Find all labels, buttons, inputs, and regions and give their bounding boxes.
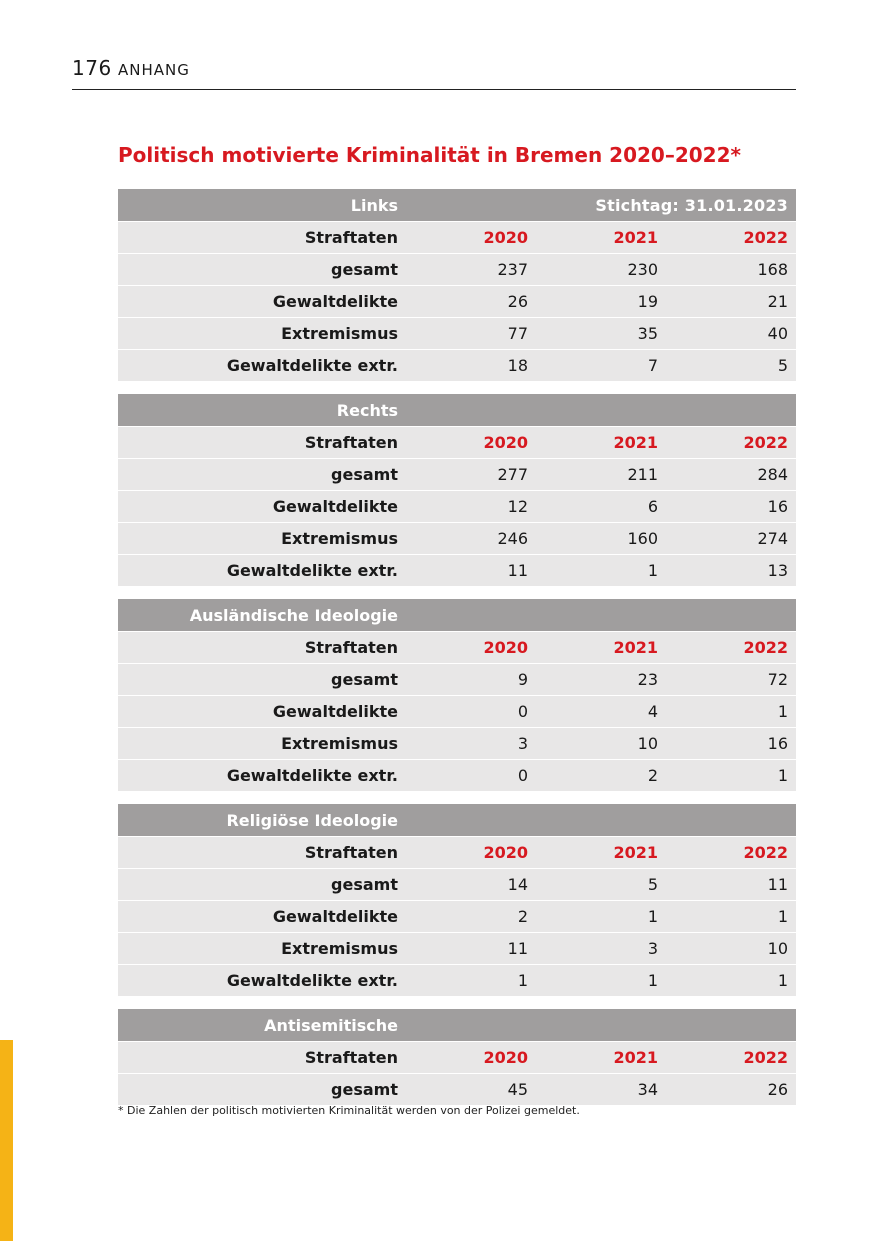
year-cell: 2020 — [483, 433, 528, 452]
year-cell: 2022 — [743, 433, 788, 452]
table-row — [118, 458, 796, 490]
table-heading: Ausländische Ideologie — [189, 605, 398, 625]
row-label: Gewaltdelikte extr. — [226, 356, 398, 375]
value-cell: 274 — [757, 529, 788, 548]
row-label: Straftaten — [304, 638, 398, 657]
table-row — [118, 253, 796, 285]
value-cell: 3 — [647, 939, 658, 958]
year-cell: 2021 — [613, 228, 658, 247]
table-auslaendische-ideologie — [118, 599, 796, 791]
value-cell: 14 — [507, 875, 528, 894]
footnote: * Die Zahlen der politisch motivierten Kriminalität werden von der Polizei gemeldet. — [118, 1104, 580, 1117]
row-label: Straftaten — [304, 228, 398, 247]
row-label: Gewaltdelikte — [272, 702, 398, 721]
table-rechts — [118, 394, 796, 586]
row-label: gesamt — [331, 465, 398, 484]
table-row — [118, 349, 796, 381]
stichtag-label: Stichtag: 31.01.2023 — [595, 195, 788, 215]
year-cell: 2020 — [483, 843, 528, 862]
table-row — [118, 727, 796, 759]
value-cell: 10 — [767, 939, 788, 958]
value-cell: 246 — [497, 529, 528, 548]
row-label: Extremismus — [281, 529, 398, 548]
value-cell: 1 — [517, 971, 528, 990]
row-label: Gewaltdelikte — [272, 497, 398, 516]
table-row — [118, 285, 796, 317]
year-cell: 2022 — [743, 228, 788, 247]
year-cell: 2021 — [613, 638, 658, 657]
value-cell: 237 — [497, 260, 528, 279]
value-cell: 9 — [517, 670, 528, 689]
value-cell: 160 — [627, 529, 658, 548]
value-cell: 11 — [767, 875, 788, 894]
table-row — [118, 317, 796, 349]
year-cell: 2020 — [483, 638, 528, 657]
value-cell: 11 — [507, 939, 528, 958]
year-row — [118, 631, 796, 663]
value-cell: 7 — [647, 356, 658, 375]
row-label: Gewaltdelikte extr. — [226, 766, 398, 785]
table-row — [118, 964, 796, 996]
value-cell: 1 — [647, 971, 658, 990]
value-cell: 1 — [777, 702, 788, 721]
year-cell: 2021 — [613, 1048, 658, 1067]
value-cell: 26 — [507, 292, 528, 311]
edge-marker — [0, 1040, 13, 1241]
value-cell: 5 — [647, 875, 658, 894]
table-heading-row — [118, 804, 796, 836]
year-cell: 2020 — [483, 1048, 528, 1067]
table-row — [118, 868, 796, 900]
value-cell: 0 — [517, 766, 528, 785]
running-head — [72, 56, 796, 90]
value-cell: 18 — [507, 356, 528, 375]
year-cell: 2022 — [743, 1048, 788, 1067]
table-heading-row — [118, 394, 796, 426]
value-cell: 34 — [637, 1080, 658, 1099]
row-label: gesamt — [331, 1080, 398, 1099]
value-cell: 77 — [507, 324, 528, 343]
value-cell: 4 — [647, 702, 658, 721]
value-cell: 11 — [507, 561, 528, 580]
value-cell: 19 — [637, 292, 658, 311]
value-cell: 0 — [517, 702, 528, 721]
row-label: Gewaltdelikte extr. — [226, 561, 398, 580]
table-heading-row — [118, 189, 796, 221]
row-label: Gewaltdelikte extr. — [226, 971, 398, 990]
table-heading-row — [118, 599, 796, 631]
value-cell: 2 — [517, 907, 528, 926]
table-links — [118, 189, 796, 381]
year-cell: 2022 — [743, 843, 788, 862]
table-heading: Links — [350, 195, 398, 215]
value-cell: 1 — [647, 561, 658, 580]
table-row — [118, 932, 796, 964]
value-cell: 3 — [517, 734, 528, 753]
value-cell: 1 — [647, 907, 658, 926]
value-cell: 1 — [777, 766, 788, 785]
value-cell: 230 — [627, 260, 658, 279]
year-row — [118, 1041, 796, 1073]
value-cell: 35 — [637, 324, 658, 343]
value-cell: 12 — [507, 497, 528, 516]
row-label: Extremismus — [281, 734, 398, 753]
row-label: Gewaltdelikte — [272, 907, 398, 926]
year-row — [118, 836, 796, 868]
row-label: gesamt — [331, 260, 398, 279]
value-cell: 277 — [497, 465, 528, 484]
value-cell: 6 — [647, 497, 658, 516]
value-cell: 23 — [637, 670, 658, 689]
section-label: ANHANG — [118, 61, 190, 79]
table-religioese-ideologie — [118, 804, 796, 996]
value-cell: 168 — [757, 260, 788, 279]
table-heading-row — [118, 1009, 796, 1041]
year-row — [118, 221, 796, 253]
table-row — [118, 490, 796, 522]
table-heading: Religiöse Ideologie — [226, 810, 398, 830]
value-cell: 2 — [647, 766, 658, 785]
row-label: Gewaltdelikte — [272, 292, 398, 311]
value-cell: 72 — [767, 670, 788, 689]
row-label: gesamt — [331, 875, 398, 894]
table-row — [118, 759, 796, 791]
value-cell: 5 — [777, 356, 788, 375]
value-cell: 211 — [627, 465, 658, 484]
row-label: Straftaten — [304, 843, 398, 862]
year-row — [118, 426, 796, 458]
table-heading: Rechts — [336, 400, 398, 420]
value-cell: 16 — [767, 497, 788, 516]
page-title: Politisch motivierte Kriminalität in Bremen 2020–2022* — [118, 143, 741, 167]
table-row — [118, 1073, 796, 1105]
row-label: Straftaten — [304, 433, 398, 452]
row-label: gesamt — [331, 670, 398, 689]
value-cell: 13 — [767, 561, 788, 580]
value-cell: 16 — [767, 734, 788, 753]
table-row — [118, 695, 796, 727]
value-cell: 21 — [767, 292, 788, 311]
year-cell: 2021 — [613, 433, 658, 452]
year-cell: 2020 — [483, 228, 528, 247]
table-antisemitische — [118, 1009, 796, 1105]
year-cell: 2022 — [743, 638, 788, 657]
statistics-tables — [118, 189, 796, 1118]
table-heading: Antisemitische — [264, 1015, 398, 1035]
table-row — [118, 900, 796, 932]
row-label: Straftaten — [304, 1048, 398, 1067]
value-cell: 45 — [507, 1080, 528, 1099]
row-label: Extremismus — [281, 939, 398, 958]
value-cell: 10 — [637, 734, 658, 753]
value-cell: 1 — [777, 971, 788, 990]
table-row — [118, 554, 796, 586]
value-cell: 40 — [767, 324, 788, 343]
year-cell: 2021 — [613, 843, 658, 862]
page-number: 176 — [72, 56, 112, 80]
table-row — [118, 522, 796, 554]
value-cell: 26 — [767, 1080, 788, 1099]
value-cell: 284 — [757, 465, 788, 484]
table-row — [118, 663, 796, 695]
value-cell: 1 — [777, 907, 788, 926]
row-label: Extremismus — [281, 324, 398, 343]
